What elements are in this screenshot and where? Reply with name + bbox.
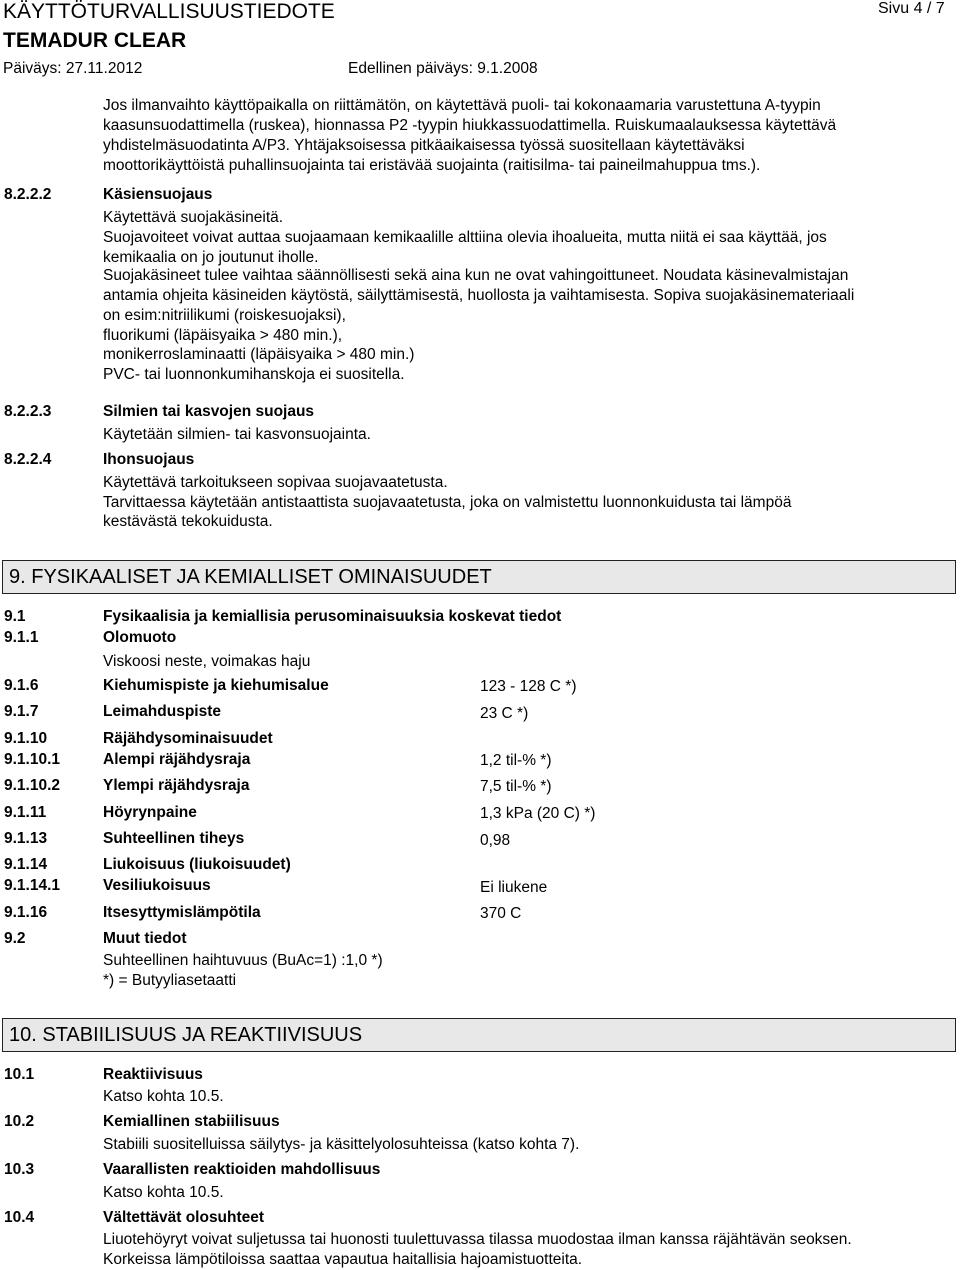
section-text: Käytetään silmien- tai kasvonsuojainta. bbox=[103, 426, 371, 443]
section-text: fluorikumi (läpäisyaika > 480 min.), bbox=[103, 327, 343, 344]
section-number: 9.1.11 bbox=[4, 804, 47, 821]
section-10-banner bbox=[2, 1018, 956, 1052]
section-number: 9.1 bbox=[4, 608, 26, 625]
section-number: 9.1.1 bbox=[4, 629, 39, 646]
section-text: antamia ohjeita käsineiden käytöstä, säilyttämisestä, huollosta ja vaihtamisesta. Sopiva suojakäsinemateriaali bbox=[103, 287, 855, 304]
property-label: Leimahduspiste bbox=[103, 703, 221, 720]
property-label: Olomuoto bbox=[103, 629, 177, 646]
section-number: 10.3 bbox=[4, 1161, 35, 1178]
section-text: on esim:nitriilikumi (roiskesuojaksi), bbox=[103, 307, 346, 324]
property-value: 23 C *) bbox=[480, 705, 529, 722]
section-title: Käsiensuojaus bbox=[103, 186, 213, 203]
property-value: 7,5 til-% *) bbox=[480, 778, 552, 795]
section-text: kestävästä tekokuidusta. bbox=[103, 513, 273, 530]
section-number: 9.1.14.1 bbox=[4, 877, 61, 894]
section-number: 9.1.7 bbox=[4, 703, 39, 720]
section-text: Käytettävä tarkoitukseen sopivaa suojavaatetusta. bbox=[103, 474, 448, 491]
section-text: Suojakäsineet tulee vaihtaa säännöllisesti sekä aina kun ne ovat vahingoittuneet. Noudata käsinevalmistajan bbox=[103, 267, 849, 284]
footnote: *) = Butyyliasetaatti bbox=[103, 972, 237, 989]
property-value: Ei liukene bbox=[480, 879, 548, 896]
section-number: 10.1 bbox=[4, 1066, 35, 1083]
section-number: 10.4 bbox=[4, 1209, 35, 1226]
property-value: Liuotehöyryt voivat suljetussa tai huonosti tuulettuvassa tilassa muodostaa ilman kanssa räjähtävän seoksen. bbox=[103, 1231, 852, 1248]
section-9-banner bbox=[2, 560, 956, 594]
previous-date: Edellinen päiväys: 9.1.2008 bbox=[348, 60, 538, 77]
property-label: Kiehumispiste ja kiehumisalue bbox=[103, 677, 329, 694]
section-number: 9.1.14 bbox=[4, 856, 48, 873]
section-number: 9.1.13 bbox=[4, 830, 48, 847]
property-label: Räjähdysominaisuudet bbox=[103, 730, 273, 747]
intro-line: kaasunsuodattimella (ruskea), hionnassa P2 -tyypin hiukkassuodattimella. Ruiskumaalauksessa käytettävä bbox=[103, 117, 837, 134]
property-value: Katso kohta 10.5. bbox=[103, 1184, 224, 1201]
issue-date: Päiväys: 27.11.2012 bbox=[3, 60, 143, 77]
property-value: 123 - 128 C *) bbox=[480, 678, 577, 695]
section-10-heading: 10. STABIILISUUS JA REAKTIIVISUUS bbox=[9, 1024, 363, 1046]
property-label: Liukoisuus (liukoisuudet) bbox=[103, 856, 291, 873]
property-value: 0,98 bbox=[480, 832, 511, 849]
section-text: kemikaalia on jo joutunut iholle. bbox=[103, 249, 319, 266]
property-value: Korkeissa lämpötiloissa saattaa vapautua haitallisia hajoamistuotteita. bbox=[103, 1251, 583, 1268]
property-label: Muut tiedot bbox=[103, 930, 187, 947]
property-label: Vaarallisten reaktioiden mahdollisuus bbox=[103, 1161, 381, 1178]
section-number: 9.1.6 bbox=[4, 677, 39, 694]
section-number: 8.2.2.2 bbox=[4, 186, 52, 203]
property-value: 1,3 kPa (20 C) *) bbox=[480, 805, 596, 822]
property-label: Kemiallinen stabiilisuus bbox=[103, 1113, 280, 1130]
section-number: 9.1.16 bbox=[4, 904, 48, 921]
property-value: Katso kohta 10.5. bbox=[103, 1088, 224, 1105]
property-value: 1,2 til-% *) bbox=[480, 752, 552, 769]
section-number: 9.2 bbox=[4, 930, 26, 947]
property-value: Viskoosi neste, voimakas haju bbox=[103, 653, 311, 670]
property-label: Fysikaalisia ja kemiallisia perusominaisuuksia koskevat tiedot bbox=[103, 608, 562, 625]
section-text: Suojavoiteet voivat auttaa suojaamaan kemikaalille alttiina olevia ihoalueita, mutta niitä ei saa käyttää, jos bbox=[103, 229, 827, 246]
property-label: Alempi räjähdysraja bbox=[103, 751, 251, 768]
section-text: Tarvittaessa käytetään antistaattista suojavaatetusta, joka on valmistettu luonnonkuidusta tai lämpöä bbox=[103, 494, 792, 511]
property-label: Ylempi räjähdysraja bbox=[103, 777, 250, 794]
property-value: Suhteellinen haihtuvuus (BuAc=1) :1,0 *) bbox=[103, 952, 383, 969]
section-number: 9.1.10.2 bbox=[4, 777, 61, 794]
section-number: 9.1.10 bbox=[4, 730, 48, 747]
section-number: 10.2 bbox=[4, 1113, 35, 1130]
product-name: TEMADUR CLEAR bbox=[3, 29, 187, 52]
section-number: 9.1.10.1 bbox=[4, 751, 61, 768]
section-9-heading: 9. FYSIKAALISET JA KEMIALLISET OMINAISUUDET bbox=[9, 566, 492, 588]
property-label: Suhteellinen tiheys bbox=[103, 830, 245, 847]
intro-line: moottorikäyttöistä puhallinsuojainta tai eristävää suojainta (raitisilmа- tai paineilmahuppua tms.). bbox=[103, 157, 761, 174]
section-title: Silmien tai kasvojen suojaus bbox=[103, 403, 315, 420]
section-number: 8.2.2.3 bbox=[4, 403, 52, 420]
section-text: monikerroslaminaatti (läpäisyaika > 480 min.) bbox=[103, 346, 415, 363]
section-text: Käytettävä suojakäsineitä. bbox=[103, 209, 284, 226]
property-label: Höyrynpaine bbox=[103, 804, 197, 821]
intro-line: Jos ilmanvaihto käyttöpaikalla on riittämätön, on käytettävä puoli- tai kokonaamaria varustettuna A-tyypin bbox=[103, 97, 821, 114]
section-text: PVC- tai luonnonkumihanskoja ei suositella. bbox=[103, 366, 405, 383]
intro-line: yhdistelmäsuodatinta A/P3. Yhtäjaksoisessa pitkäaikaisessa työssä suositellaan käytettäväksi bbox=[103, 137, 745, 154]
document-type: KÄYTTÖTURVALLISUUSTIEDOTE bbox=[3, 0, 335, 23]
property-label: Vältettävät olosuhteet bbox=[103, 1209, 265, 1226]
property-value: 370 C bbox=[480, 905, 522, 922]
property-label: Itsesyttymislämpötila bbox=[103, 904, 261, 921]
property-label: Reaktiivisuus bbox=[103, 1066, 203, 1083]
section-title: Ihonsuojaus bbox=[103, 451, 195, 468]
page-number: Sivu 4 / 7 bbox=[878, 0, 945, 17]
section-number: 8.2.2.4 bbox=[4, 451, 52, 468]
property-value: Stabiili suositelluissa säilytys- ja käsittelyolosuhteissa (katso kohta 7). bbox=[103, 1136, 580, 1153]
property-label: Vesiliukoisuus bbox=[103, 877, 211, 894]
